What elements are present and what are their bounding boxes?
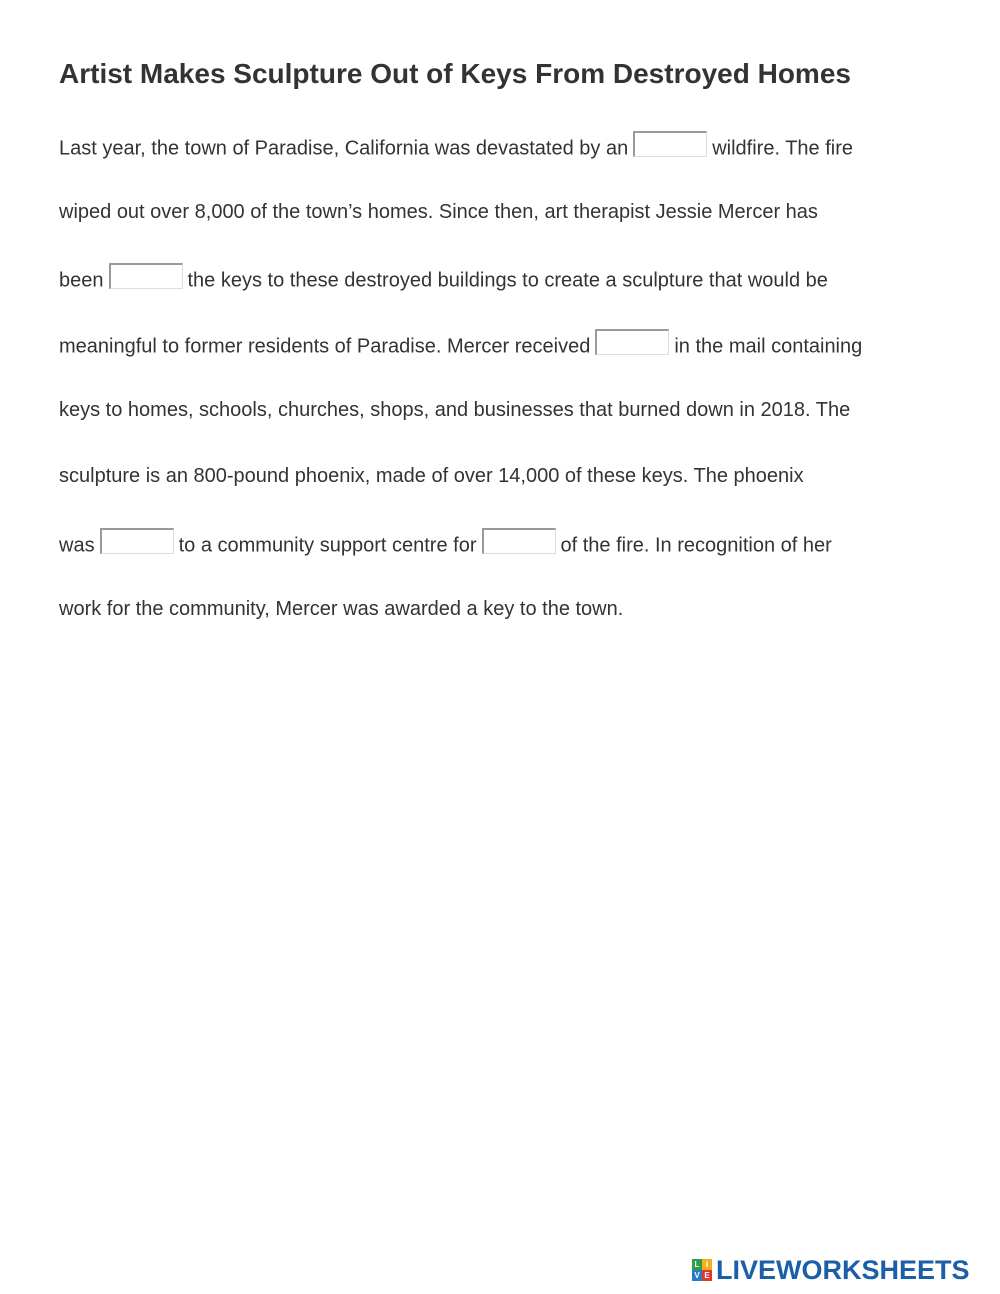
line-4-text-a: meaningful to former residents of Paradise. Mercer received — [59, 335, 591, 358]
line-4-text-b: in the mail containing — [674, 335, 863, 358]
logo-tile-i: I — [702, 1259, 712, 1270]
line-8-text-a: work for the community, Mercer was awarded a key to the town. — [59, 598, 624, 620]
blank-input-2[interactable] — [109, 263, 183, 289]
logo-tile-l: L — [692, 1259, 702, 1270]
liveworksheets-logo-text: LIVEWORKSHEETS — [716, 1254, 970, 1285]
line-5-text-a: keys to homes, schools, churches, shops, and businesses that burned down in 2018. The — [59, 399, 851, 421]
blank-input-3[interactable] — [595, 329, 669, 355]
blank-input-1[interactable] — [633, 131, 707, 157]
text-line-2 — [59, 197, 818, 227]
line-7-text-c: of the fire. In recognition of her — [560, 534, 832, 557]
liveworksheets-logo-icon — [692, 1259, 712, 1281]
text-line-1 — [59, 131, 853, 161]
line-1-text-b: wildfire. The fire — [712, 137, 854, 160]
text-line-8 — [59, 594, 623, 624]
line-3-text-b: the keys to these destroyed buildings to create a sculpture that would be — [187, 269, 828, 292]
text-line-4 — [59, 329, 862, 359]
line-7-text-b: to a community support centre for — [178, 534, 477, 557]
line-6-text-a: sculpture is an 800-pound phoenix, made of over 14,000 of these keys. The phoenix — [59, 465, 804, 487]
line-1-text-a: Last year, the town of Paradise, California was devastated by an — [59, 137, 629, 160]
line-3-text-a: been — [59, 269, 104, 292]
blank-input-4[interactable] — [100, 528, 174, 554]
text-line-3 — [59, 263, 828, 293]
logo-tile-v: V — [692, 1270, 702, 1281]
liveworksheets-logo — [692, 1256, 970, 1284]
blank-input-5[interactable] — [482, 528, 556, 554]
text-line-5 — [59, 395, 850, 425]
line-7-text-a: was — [59, 534, 95, 557]
worksheet-title: Artist Makes Sculpture Out of Keys From Destroyed Homes — [59, 58, 851, 89]
line-2-text-a: wiped out over 8,000 of the town’s homes. Since then, art therapist Jessie Mercer has — [59, 201, 818, 223]
logo-tile-e: E — [702, 1270, 712, 1281]
text-line-6 — [59, 461, 804, 491]
text-line-7 — [59, 528, 832, 558]
